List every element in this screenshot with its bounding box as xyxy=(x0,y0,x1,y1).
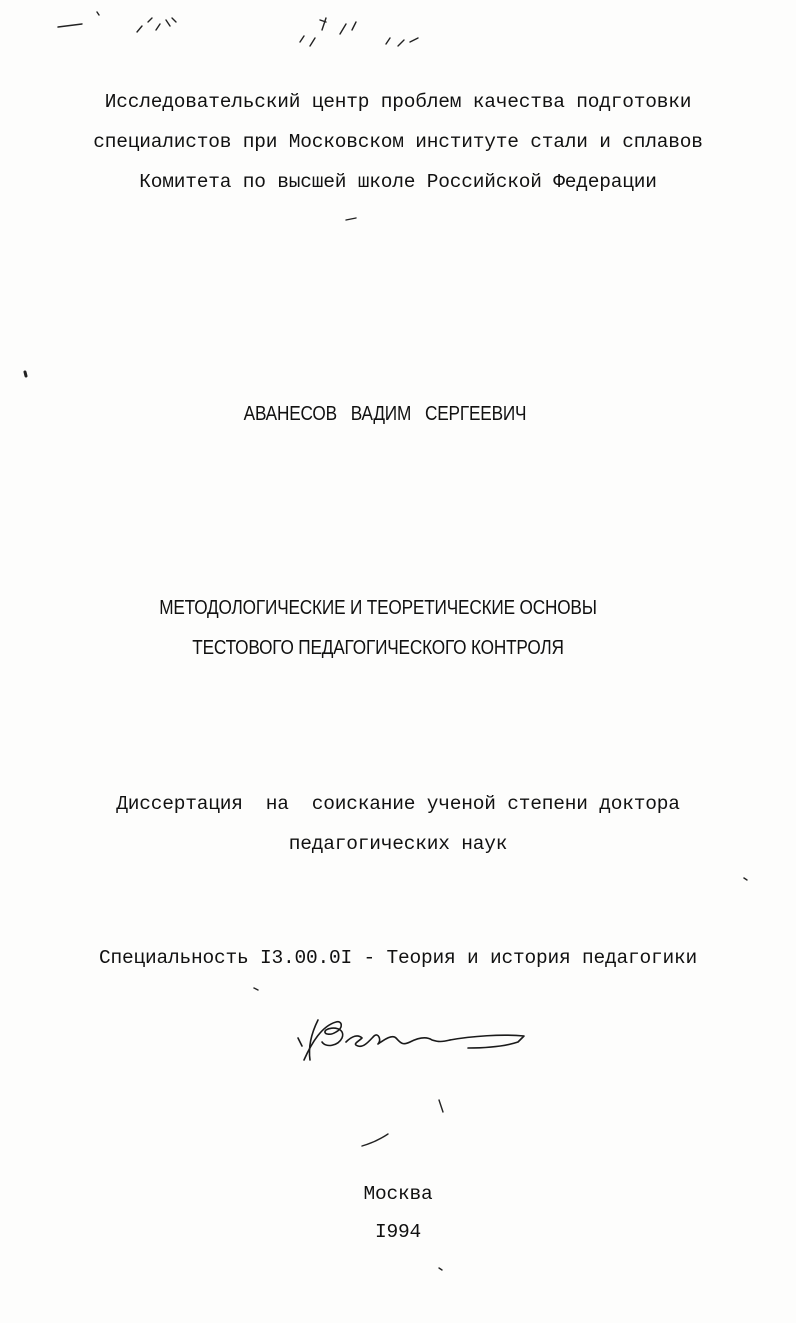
dissertation-title-line-2: ТЕСТОВОГО ПЕДАГОГИЧЕСКОГО КОНТРОЛЯ xyxy=(192,637,564,659)
header-line-2: специалистов при Московском институте стали и сплавов xyxy=(93,131,703,153)
city: Москва xyxy=(363,1183,433,1205)
author-name: АВАНЕСОВ ВАДИМ СЕРГЕЕВИЧ xyxy=(243,403,527,425)
degree-line-1: Диссертация на соискание ученой степени доктора xyxy=(116,793,680,815)
header-line-3: Комитета по высшей школе Российской Федерации xyxy=(139,171,657,193)
signature-image xyxy=(292,1012,542,1072)
specialty-line: Специальность I3.00.0I - Теория и история педагогики xyxy=(98,947,698,969)
year: I994 xyxy=(374,1221,421,1243)
degree-line-2: педагогических наук xyxy=(288,833,508,855)
header-line-1: Исследовательский центр проблем качества подготовки xyxy=(104,91,692,113)
dissertation-title-line-1: МЕТОДОЛОГИЧЕСКИЕ И ТЕОРЕТИЧЕСКИЕ ОСНОВЫ xyxy=(159,597,597,619)
